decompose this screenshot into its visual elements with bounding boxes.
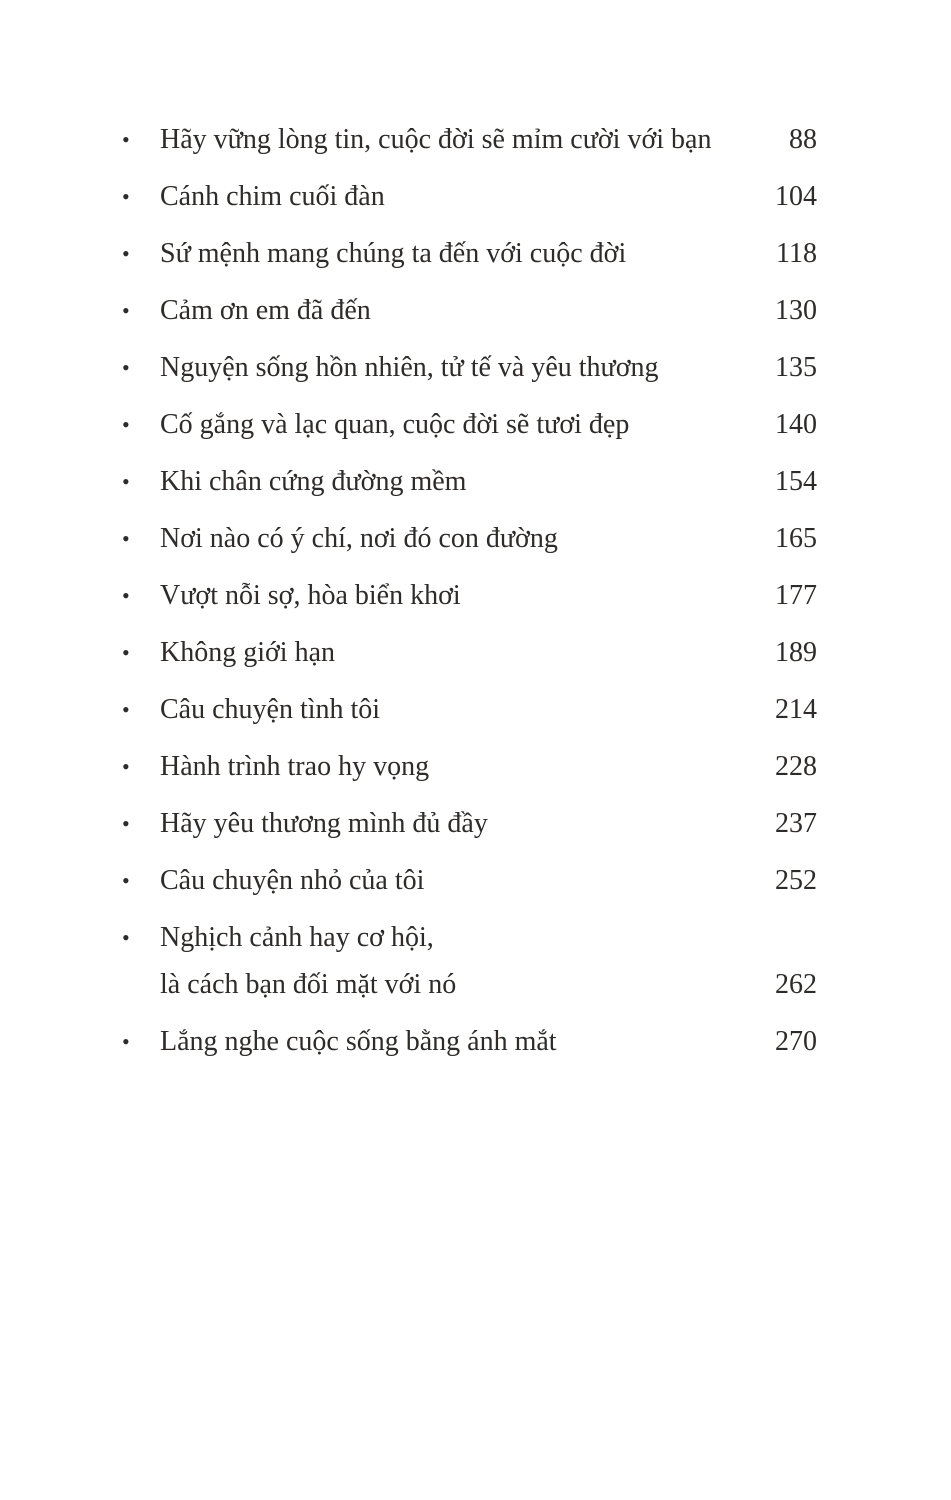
page-number: 104 xyxy=(775,181,817,212)
bullet-icon: • xyxy=(122,469,130,494)
bullet-icon: • xyxy=(122,583,130,608)
toc-entry xyxy=(122,401,817,448)
chapter-title: Lắng nghe cuộc sống bằng ánh mắt xyxy=(160,1026,557,1057)
page-number: 140 xyxy=(775,409,817,440)
chapter-title: Sứ mệnh mang chúng ta đến với cuộc đời xyxy=(160,238,627,269)
bullet-icon: • xyxy=(122,241,130,266)
bullet-icon: • xyxy=(122,184,130,209)
toc-entry xyxy=(122,800,817,847)
chapter-title: Nơi nào có ý chí, nơi đó con đường xyxy=(160,523,558,554)
page-number: 130 xyxy=(775,295,817,326)
chapter-title-line2: là cách bạn đối mặt với nó xyxy=(160,969,457,1000)
page-number: 252 xyxy=(775,865,817,896)
toc-entry xyxy=(122,914,817,1008)
page-number: 189 xyxy=(775,637,817,668)
toc-entry xyxy=(122,1018,817,1065)
bullet-icon: • xyxy=(122,868,130,893)
page-number: 237 xyxy=(775,808,817,839)
toc-entry xyxy=(122,230,817,277)
page-number: 214 xyxy=(775,694,817,725)
chapter-title: Cảm ơn em đã đến xyxy=(160,295,371,326)
bullet-icon: • xyxy=(122,754,130,779)
toc-entry xyxy=(122,116,817,163)
toc-entry xyxy=(122,629,817,676)
bullet-icon: • xyxy=(122,1029,130,1054)
chapter-title: Cố gắng và lạc quan, cuộc đời sẽ tươi đẹp xyxy=(160,409,630,440)
toc-entry xyxy=(122,173,817,220)
bullet-icon: • xyxy=(122,697,130,722)
toc-entry xyxy=(122,458,817,505)
page-number: 270 xyxy=(775,1026,817,1057)
chapter-title: Hãy yêu thương mình đủ đầy xyxy=(160,808,488,839)
toc-entry xyxy=(122,572,817,619)
bullet-icon: • xyxy=(122,811,130,836)
page-number: 118 xyxy=(776,238,817,269)
bullet-icon: • xyxy=(122,127,130,152)
bullet-icon: • xyxy=(122,355,130,380)
chapter-title: Nghịch cảnh hay cơ hội, xyxy=(160,922,434,953)
page-number: 262 xyxy=(775,969,817,1000)
bullet-icon: • xyxy=(122,640,130,665)
bullet-icon: • xyxy=(122,526,130,551)
page-number: 165 xyxy=(775,523,817,554)
chapter-title: Câu chuyện tình tôi xyxy=(160,694,381,725)
toc-entry xyxy=(122,686,817,733)
chapter-title: Nguyện sống hồn nhiên, tử tế và yêu thương xyxy=(160,352,659,383)
bullet-icon: • xyxy=(122,298,130,323)
chapter-title: Hành trình trao hy vọng xyxy=(160,751,430,782)
chapter-title: Khi chân cứng đường mềm xyxy=(160,466,467,497)
toc-entry xyxy=(122,344,817,391)
page-number: 154 xyxy=(775,466,817,497)
page-number: 88 xyxy=(789,124,817,155)
chapter-title: Cánh chim cuối đàn xyxy=(160,181,385,212)
chapter-title: Câu chuyện nhỏ của tôi xyxy=(160,865,425,896)
page-number: 228 xyxy=(775,751,817,782)
page-number: 135 xyxy=(775,352,817,383)
bullet-icon: • xyxy=(122,925,130,950)
bullet-icon: • xyxy=(122,412,130,437)
toc-entry xyxy=(122,515,817,562)
chapter-title: Không giới hạn xyxy=(160,637,336,668)
toc-entry xyxy=(122,857,817,904)
chapter-title: Vượt nỗi sợ, hòa biển khơi xyxy=(160,580,461,611)
page-number: 177 xyxy=(775,580,817,611)
table-of-contents xyxy=(122,116,817,1075)
chapter-title: Hãy vững lòng tin, cuộc đời sẽ mỉm cười với bạn xyxy=(160,124,712,155)
toc-entry xyxy=(122,287,817,334)
toc-entry xyxy=(122,743,817,790)
